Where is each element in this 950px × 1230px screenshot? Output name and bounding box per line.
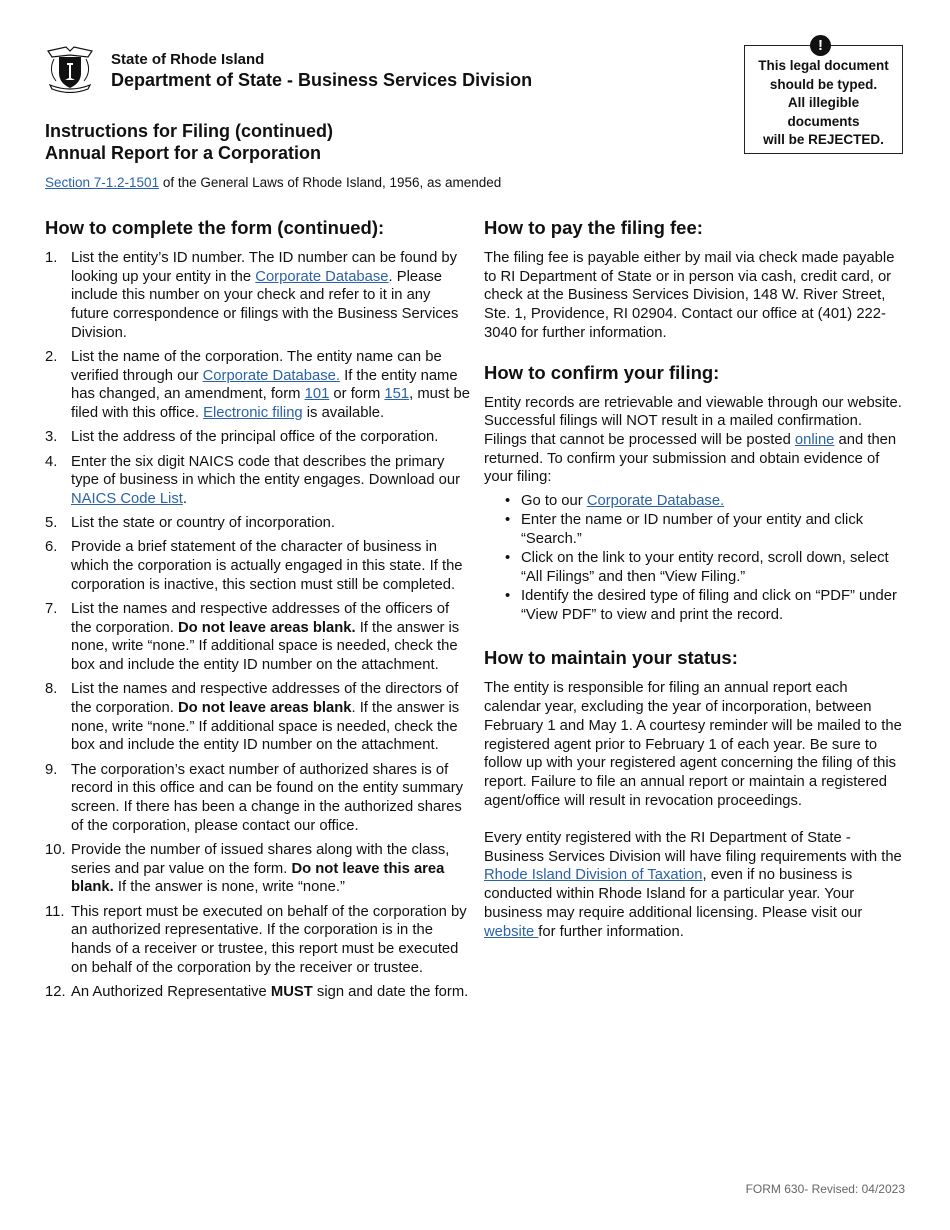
instruction-item bbox=[45, 841, 470, 897]
confirm-step bbox=[484, 549, 904, 586]
instruction-item bbox=[45, 453, 470, 509]
body-text: List the name of the corporation. The entity name can be verified through our bbox=[71, 349, 442, 384]
body-text: If the answer is none, write “none.” If additional space is needed, check the box and include the entity ID number on the attachment. bbox=[71, 619, 460, 674]
body-text: . bbox=[182, 490, 187, 507]
complete-form-section bbox=[45, 217, 470, 1007]
body-text: and then returned. To confirm your submission and obtain evidence of your filing: bbox=[484, 431, 897, 486]
inline-link[interactable]: Corporate Database. bbox=[586, 493, 725, 510]
inline-link[interactable]: website bbox=[484, 923, 539, 940]
confirm-filing-text bbox=[484, 394, 904, 488]
maintain-status-heading: How to maintain your status: bbox=[484, 647, 738, 669]
item-number: 1. bbox=[45, 250, 58, 266]
body-text: Enter the name or ID number of your entity and click “Search.” bbox=[521, 512, 864, 547]
body-text: Go to our bbox=[521, 493, 587, 510]
page-subtitle: Annual Report for a Corporation bbox=[45, 143, 321, 163]
body-text: If the entity name has changed, an amendment, form bbox=[71, 367, 458, 403]
confirm-filing-heading: How to confirm your filing: bbox=[484, 361, 720, 383]
exclamation-icon: ! bbox=[810, 35, 831, 56]
body-text: or form bbox=[329, 386, 385, 403]
body-text: Click on the link to your entity record, scroll down, select “All Filings” and then “View Filing.” bbox=[521, 550, 889, 585]
item-number: 8. bbox=[45, 681, 58, 698]
body-text: , must be filed with this office. bbox=[71, 386, 470, 422]
body-text: Enter the six digit NAICS code that describes the primary type of business in which the entity engages. Download our bbox=[71, 453, 461, 489]
body-text: . If the answer is none, write “none.” If additional space is needed, check the box and include the entity ID number on the attachment. bbox=[71, 699, 460, 754]
item-number: 12. bbox=[45, 983, 66, 1000]
department-name: Department of State - Business Services Division bbox=[111, 70, 533, 90]
instruction-item bbox=[45, 761, 470, 836]
page-title: Instructions for Filing (continued) bbox=[45, 121, 333, 141]
state-name: State of Rhode Island bbox=[111, 51, 265, 68]
item-number: 3. bbox=[45, 429, 58, 446]
inline-link[interactable]: Rhode Island Division of Taxation bbox=[484, 867, 703, 884]
inline-link[interactable]: Electronic filing bbox=[203, 405, 303, 422]
body-text: Identify the desired type of filing and click on “PDF” under “View PDF” to view and print the record. bbox=[521, 588, 897, 623]
warning-text: This legal document should be typed. All illegible documents will be REJECTED. bbox=[758, 58, 889, 147]
body-text: sign and date the form. bbox=[312, 983, 469, 1000]
emphasis-text: MUST bbox=[270, 983, 313, 1000]
instruction-list bbox=[45, 249, 470, 1002]
state-seal-icon bbox=[44, 43, 96, 93]
instruction-item bbox=[45, 249, 470, 343]
instruction-item bbox=[45, 348, 470, 423]
instruction-item bbox=[45, 680, 470, 755]
item-number: 10. bbox=[45, 841, 66, 858]
body-text: for further information. bbox=[538, 923, 684, 940]
emphasis-text: Do not leave areas blank. bbox=[177, 619, 356, 636]
body-text: The corporation’s exact number of authorized shares is of record in this office and can be found on the entity summary screen. If there has been a change in the authorized shares of the corporation, please contact our office. bbox=[71, 761, 464, 834]
body-text: List the entity’s ID number. The ID number can be found by looking up your entity in the bbox=[71, 250, 458, 285]
body-text: List the state or country of incorporation. bbox=[71, 515, 336, 532]
body-text: List the names and respective addresses of the directors of the corporation. bbox=[71, 681, 459, 716]
confirm-steps-list bbox=[484, 492, 904, 624]
inline-link[interactable]: 101 bbox=[304, 386, 330, 403]
instruction-item bbox=[45, 903, 470, 978]
body-text: Every entity registered with the RI Department of State - Business Services Division will have filing requirements with the bbox=[484, 830, 902, 865]
body-text: Entity records are retrievable and viewable through our website. Successful filings will NOT result in a mailed confirmation. Filings that cannot be processed will be posted bbox=[484, 394, 902, 448]
instruction-item bbox=[45, 600, 470, 675]
body-text: An Authorized Representative bbox=[71, 983, 271, 1000]
body-text: is available. bbox=[302, 405, 385, 422]
tax-requirements-text bbox=[484, 829, 904, 941]
pay-fee-heading: How to pay the filing fee: bbox=[484, 217, 703, 238]
item-number: 4. bbox=[45, 453, 58, 470]
body-text: Provide the number of issued shares along with the class, series and par value on the form. bbox=[71, 841, 450, 877]
emphasis-text: Do not leave this area blank. bbox=[71, 860, 445, 896]
body-text: Provide a brief statement of the character of business in which the corporation is actually engaged in this state. If the corporation is inactive, this section must still be completed. bbox=[71, 539, 463, 593]
instruction-item bbox=[45, 538, 470, 594]
legal-reference: Section 7-1.2-1501 of the General Laws of Rhode Island, 1956, as amended bbox=[45, 175, 502, 190]
statute-link[interactable]: Section 7-1.2-1501 bbox=[45, 175, 160, 190]
inline-link[interactable]: online bbox=[794, 431, 835, 448]
inline-link[interactable]: 151 bbox=[384, 386, 410, 403]
inline-link[interactable]: Corporate Database bbox=[255, 268, 389, 285]
body-text: , even if no business is conducted within Rhode Island for a particular year. Your business may require additional licensing. Please visit our bbox=[484, 867, 863, 921]
maintain-status-text: The entity is responsible for filing an annual report each calendar year, excluding the year of incorporation, between February 1 and May 1. A courtesy reminder will be mailed to the registered agent prior to February 1 of each year. Be sure to follow up with your registered agent concerning the filing of this report. Failure to file an annual report or maintain a registered agent/office will result in revocation proceedings. bbox=[484, 680, 902, 809]
instruction-item bbox=[45, 514, 470, 533]
item-number: 7. bbox=[45, 600, 58, 617]
item-number: 11. bbox=[45, 903, 65, 920]
item-number: 2. bbox=[45, 349, 58, 366]
body-text: This report must be executed on behalf of the corporation by an authorized representative. If the corporation is in the hands of a receiver or trustee, this report must be executed on behalf of the corporation by the receiver or trustee. bbox=[71, 903, 467, 976]
item-number: 6. bbox=[45, 539, 58, 556]
inline-link[interactable]: NAICS Code List bbox=[71, 490, 183, 507]
body-text: . Please include this number on your check and refer to it in any future correspondence or filings with the Business Services Division. bbox=[71, 268, 459, 341]
instruction-item bbox=[45, 983, 470, 1002]
emphasis-text: Do not leave areas blank bbox=[177, 699, 352, 716]
confirm-step bbox=[484, 492, 904, 511]
body-text: If the answer is none, write “none.” bbox=[113, 879, 345, 896]
confirm-step bbox=[484, 511, 904, 548]
right-column bbox=[484, 217, 904, 941]
complete-form-heading: How to complete the form (continued): bbox=[45, 217, 385, 238]
instruction-item bbox=[45, 428, 470, 447]
item-number: 9. bbox=[45, 761, 58, 778]
body-text: List the names and respective addresses of the officers of the corporation. bbox=[71, 600, 450, 636]
inline-link[interactable]: Corporate Database. bbox=[202, 367, 340, 384]
confirm-step bbox=[484, 587, 904, 624]
item-number: 5. bbox=[45, 515, 58, 532]
body-text: List the address of the principal office of the corporation. bbox=[71, 429, 439, 446]
form-revision: FORM 630- Revised: 04/2023 bbox=[745, 1182, 905, 1196]
pay-fee-text: The filing fee is payable either by mail via check made payable to RI Department of State or in person via cash, credit card, or check at the Business Services Division, 148 W. River Street, Ste. 1, Providence, RI 02904. Contact our office at (401) 222-3040 for further information. bbox=[484, 250, 895, 341]
